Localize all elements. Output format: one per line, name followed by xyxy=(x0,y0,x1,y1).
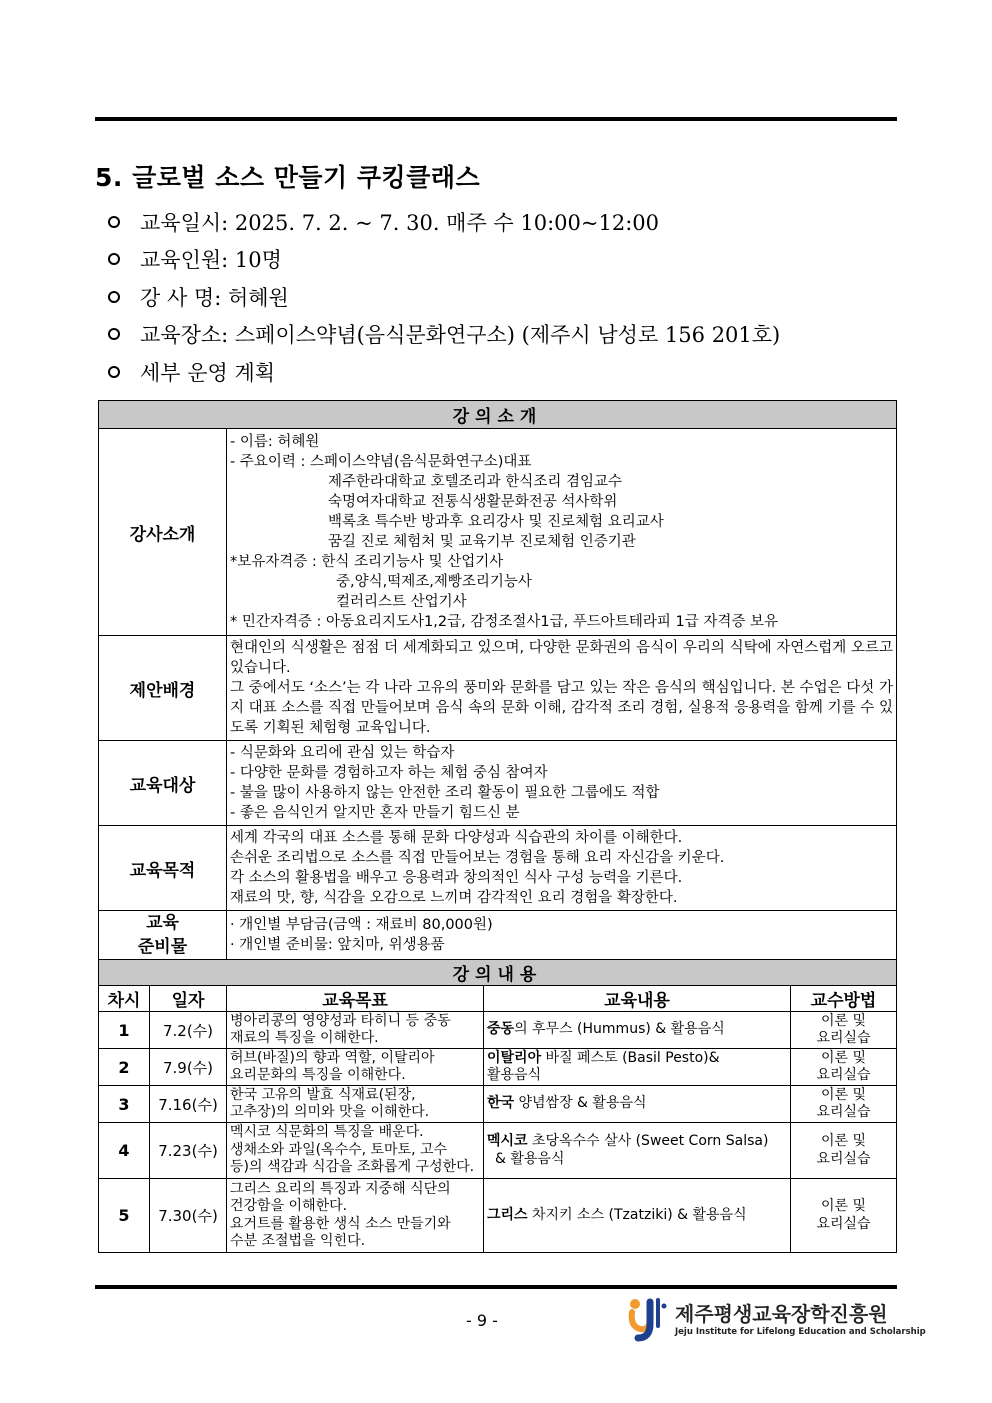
intro-band: 강의소개 xyxy=(99,401,897,429)
circle-bullet-icon xyxy=(108,291,120,303)
info-item-plan: 세부 운영 계획 xyxy=(108,353,780,391)
info-item-location: 교육장소: 스페이스약념(음식문화연구소) (제주시 남성로 156 201호) xyxy=(108,316,780,354)
background-content: 현대인의 식생활은 점점 더 세계화되고 있으며, 다양한 문화권의 음식이 우리의 식탁에 자연스럽게 오르고 있습니다. 그 중에서도 ‘소스’는 각 나라 고유의 풍미와 문화를 담고 있는 작은 음식의 핵심입니다. 본 수업은 다섯 가지 대표 소스를 직접 만들어보며 음식 속의 문화 이해, 감각적 조리 경험, 실용적 응용력을 함께 기를 수 있도록 기획된 체험형 교육입니다. xyxy=(227,636,897,741)
course-table xyxy=(98,400,897,1253)
info-item-instructor: 강 사 명: 허혜원 xyxy=(108,278,780,316)
header-session: 차시 xyxy=(99,986,150,1012)
header-content: 교육내용 xyxy=(484,986,791,1012)
section-title: 5. 글로벌 소스 만들기 쿠킹클래스 xyxy=(95,163,481,192)
supplies-label: 교육 준비물 xyxy=(99,911,227,960)
top-rule xyxy=(95,117,897,121)
info-list xyxy=(108,203,780,391)
circle-bullet-icon xyxy=(108,216,120,228)
background-label: 제안배경 xyxy=(99,636,227,741)
circle-bullet-icon xyxy=(108,253,120,265)
table-row: 3 7.16(수) 한국 고유의 발효 식재료(된장, 고추장)의 의미와 맛을 이해한다. 한국 양념쌈장 & 활용음식 이론 및 요리실습 xyxy=(99,1086,897,1123)
table-row: 1 7.2(수) 병아리콩의 영양성과 타히니 등 중동 재료의 특징을 이해한다. 중동의 후무스 (Hummus) & 활용음식 이론 및 요리실습 xyxy=(99,1012,897,1049)
table-row: 5 7.30(수) 그리스 요리의 특징과 지중해 식단의 건강함을 이해한다. 요거트를 활용한 생식 소스 만들기와 수분 조절법을 익힌다. 그리스 차지키 소스 (Tzatziki) & 활용음식 이론 및 요리실습 xyxy=(99,1179,897,1253)
target-label: 교육대상 xyxy=(99,741,227,826)
header-method: 교수방법 xyxy=(791,986,897,1012)
content-band: 강의내용 xyxy=(99,960,897,986)
circle-bullet-icon xyxy=(108,366,120,378)
supplies-content: · 개인별 부담금(금액 : 재료비 80,000원) · 개인별 준비물: 앞치마, 위생용품 xyxy=(227,911,897,960)
instructor-content: - 이름: 허혜원 - 주요이력 : 스페이스약념(음식문화연구소)대표 제주한라대학교 호텔조리과 한식조리 겸임교수 숙명여자대학교 전통식생활문화전공 석사학위 백록초 특수반 방과후 요리강사 및 진로체험 요리교사 꿈길 진로 체험처 및 교육기부 진로체험 인증기관 *보유자격증 : 한식 조리기능사 및 산업기사 중,양식,떡제조,제빵조리기능사 컬러리스트 산업기사 * 민간자격증 : 아동요리지도사1,2급, 감정조절사1급, 푸드아트테라피 1급 자격증 보유 xyxy=(227,429,897,636)
page-number: - 9 - xyxy=(466,1311,498,1330)
goals-label: 교육목적 xyxy=(99,826,227,911)
bottom-rule xyxy=(95,1285,897,1289)
goals-content: 세계 각국의 대표 소스를 통해 문화 다양성과 식습관의 차이를 이해한다. 손쉬운 조리법으로 소스를 직접 만들어보는 경험을 통해 요리 자신감을 키운다. 각 소스의 활용법을 배우고 응용력과 창의적인 식사 구성 능력을 기른다. 재료의 맛, 향, 식감을 오감으로 느끼며 감각적인 요리 경험을 확장한다. xyxy=(227,826,897,911)
institute-name-ko: 제주평생교육장학진흥원 xyxy=(675,1302,888,1326)
header-goal: 교육목표 xyxy=(227,986,484,1012)
target-content: - 식문화와 요리에 관심 있는 학습자 - 다양한 문화를 경험하고자 하는 체험 중심 참여자 - 불을 많이 사용하지 않는 안전한 조리 활동이 필요한 그룹에도 적합 - 좋은 음식인거 알지만 혼자 만들기 힘드신 분 xyxy=(227,741,897,826)
info-item-capacity: 교육인원: 10명 xyxy=(108,241,780,279)
instructor-label: 강사소개 xyxy=(99,429,227,636)
circle-bullet-icon xyxy=(108,328,120,340)
info-item-schedule: 교육일시: 2025. 7. 2. ~ 7. 30. 매주 수 10:00~12:00 xyxy=(108,203,780,241)
table-row: 4 7.23(수) 멕시코 식문화의 특징을 배운다. 생채소와 과일(옥수수, 토마토, 고수 등)의 색감과 식감을 조화롭게 구성한다. 멕시코 초당옥수수 살사 (Sweet Corn Salsa) & 활용음식 이론 및 요리실습 xyxy=(99,1123,897,1179)
header-date: 일자 xyxy=(150,986,227,1012)
institute-name-en: Jeju Institute for Lifelong Education and Scholarship xyxy=(675,1327,926,1337)
table-row: 2 7.9(수) 허브(바질)의 향과 역할, 이탈리아 요리문화의 특징을 이해한다. 이탈리아 바질 페스토 (Basil Pesto)& 활용음식 이론 및 요리실습 xyxy=(99,1049,897,1086)
institute-logo-icon xyxy=(626,1296,674,1342)
